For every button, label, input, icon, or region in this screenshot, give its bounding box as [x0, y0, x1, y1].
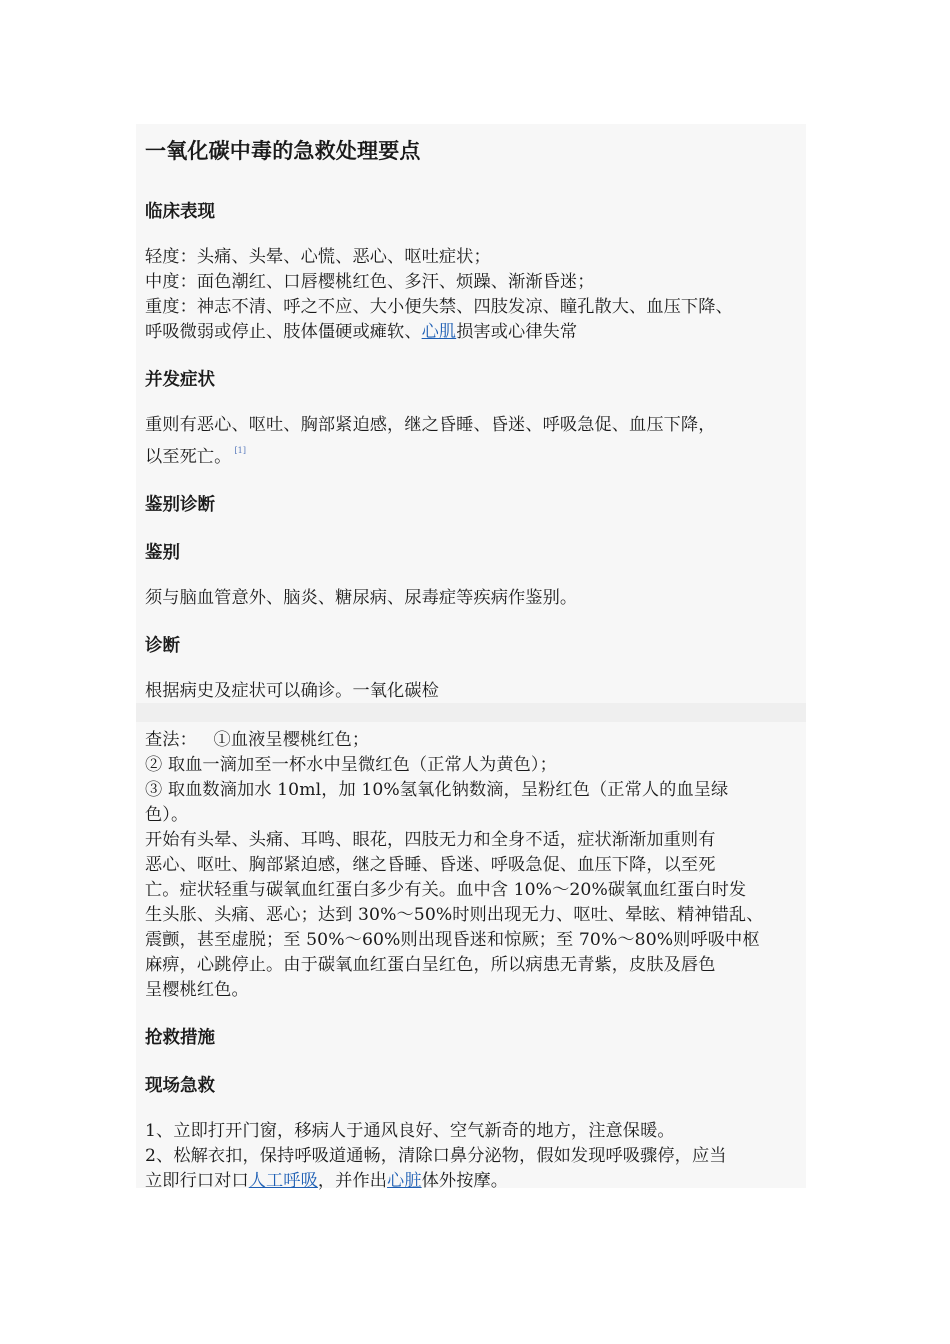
rescue-step2-c: 体外按摩。 [421, 1171, 509, 1191]
test-line1: 查法： ①血液呈樱桃红色； [145, 730, 370, 750]
test-line9: 震颤，甚至虚脱；至 50%～60%则出现昏迷和惊厥；至 70%～80%则呼吸中枢 [145, 930, 760, 950]
link-artificial-respiration[interactable]: 人工呼吸 [248, 1171, 318, 1191]
link-myocardium[interactable]: 心肌 [421, 322, 457, 342]
subheading-diagnosis: 诊断 [145, 636, 180, 656]
complication-body [145, 413, 817, 470]
clinical-severe-2b: 损害或心律失常 [456, 322, 578, 342]
complication-line2 [145, 438, 817, 470]
subheading-scene: 现场急救 [145, 1076, 215, 1096]
complication-line2-text: 以至死亡。 [145, 447, 232, 467]
reference-link[interactable]: [1] [234, 446, 247, 455]
test-line7: 亡。症状轻重与碳氧血红蛋白多少有关。血中含 10%～20%碳氧血红蛋白时发 [145, 880, 747, 900]
clinical-severe-2a: 呼吸微弱或停止、肢体僵硬或瘫软、 [145, 322, 422, 342]
heading-clinical: 临床表现 [145, 202, 215, 222]
test-line6: 恶心、呕吐、胸部紧迫感，继之昏睡、昏迷、呼吸急促、血压下降，以至死 [145, 855, 716, 875]
test-line4: 色）。 [145, 805, 189, 825]
clinical-severe-1: 重度：神志不清、呼之不应、大小便失禁、四肢发凉、瞳孔散大、血压下降、 [145, 297, 733, 317]
heading-diagnosis: 鉴别诊断 [145, 495, 215, 515]
rescue-step2-b: ，并作出 [317, 1171, 388, 1191]
clinical-body [145, 245, 817, 345]
test-line11: 呈樱桃红色。 [145, 980, 249, 1000]
clinical-mild: 轻度：头痛、头晕、心慌、恶心、呕吐症状； [145, 247, 491, 267]
article [145, 134, 817, 1194]
subheading-differential: 鉴别 [145, 543, 180, 563]
link-heart[interactable]: 心脏 [387, 1171, 422, 1191]
test-line2: ② 取血一滴加至一杯水中呈微红色（正常人为黄色）； [145, 755, 557, 775]
clinical-moderate: 中度：面色潮红、口唇樱桃红色、多汗、烦躁、渐渐昏迷； [145, 272, 595, 292]
rescue-step1: 1、立即打开门窗，移病人于通风良好、空气新奇的地方，注意保暖。 [145, 1121, 675, 1141]
article-title: 一氧化碳中毒的急救处理要点 [145, 139, 421, 163]
rescue-body [145, 1119, 817, 1194]
diagnosis-text: 根据病史及症状可以确诊。一氧化碳检 [145, 681, 439, 701]
rescue-step2-a: 立即行口对口 [145, 1171, 249, 1191]
test-line3: ③ 取血数滴加水 10ml，加 10%氢氧化钠数滴，呈粉红色（正常人的血呈绿 [145, 780, 729, 800]
clinical-severe-2 [145, 320, 817, 345]
complication-line1: 重则有恶心、呕吐、胸部紧迫感，继之昏睡、昏迷、呼吸急促、血压下降， [145, 415, 716, 435]
heading-complication: 并发症状 [145, 370, 215, 390]
rescue-step2-line2 [145, 1169, 817, 1194]
test-method-body [145, 728, 817, 1003]
differential-text: 须与脑血管意外、脑炎、糖尿病、尿毒症等疾病作鉴别。 [145, 588, 578, 608]
rescue-step2-line1: 2、松解衣扣，保持呼吸道通畅，清除口鼻分泌物，假如发现呼吸骤停，应当 [145, 1146, 727, 1166]
test-line5: 开始有头晕、头痛、耳鸣、眼花，四肢无力和全身不适，症状渐渐加重则有 [145, 830, 716, 850]
test-line8: 生头胀、头痛、恶心；达到 30%～50%时则出现无力、呕吐、晕眩、精神错乱、 [145, 905, 764, 925]
heading-rescue: 抢救措施 [145, 1028, 215, 1048]
test-line10: 麻痹，心跳停止。由于碳氧血红蛋白呈红色，所以病患无青紫，皮肤及唇色 [145, 955, 716, 975]
